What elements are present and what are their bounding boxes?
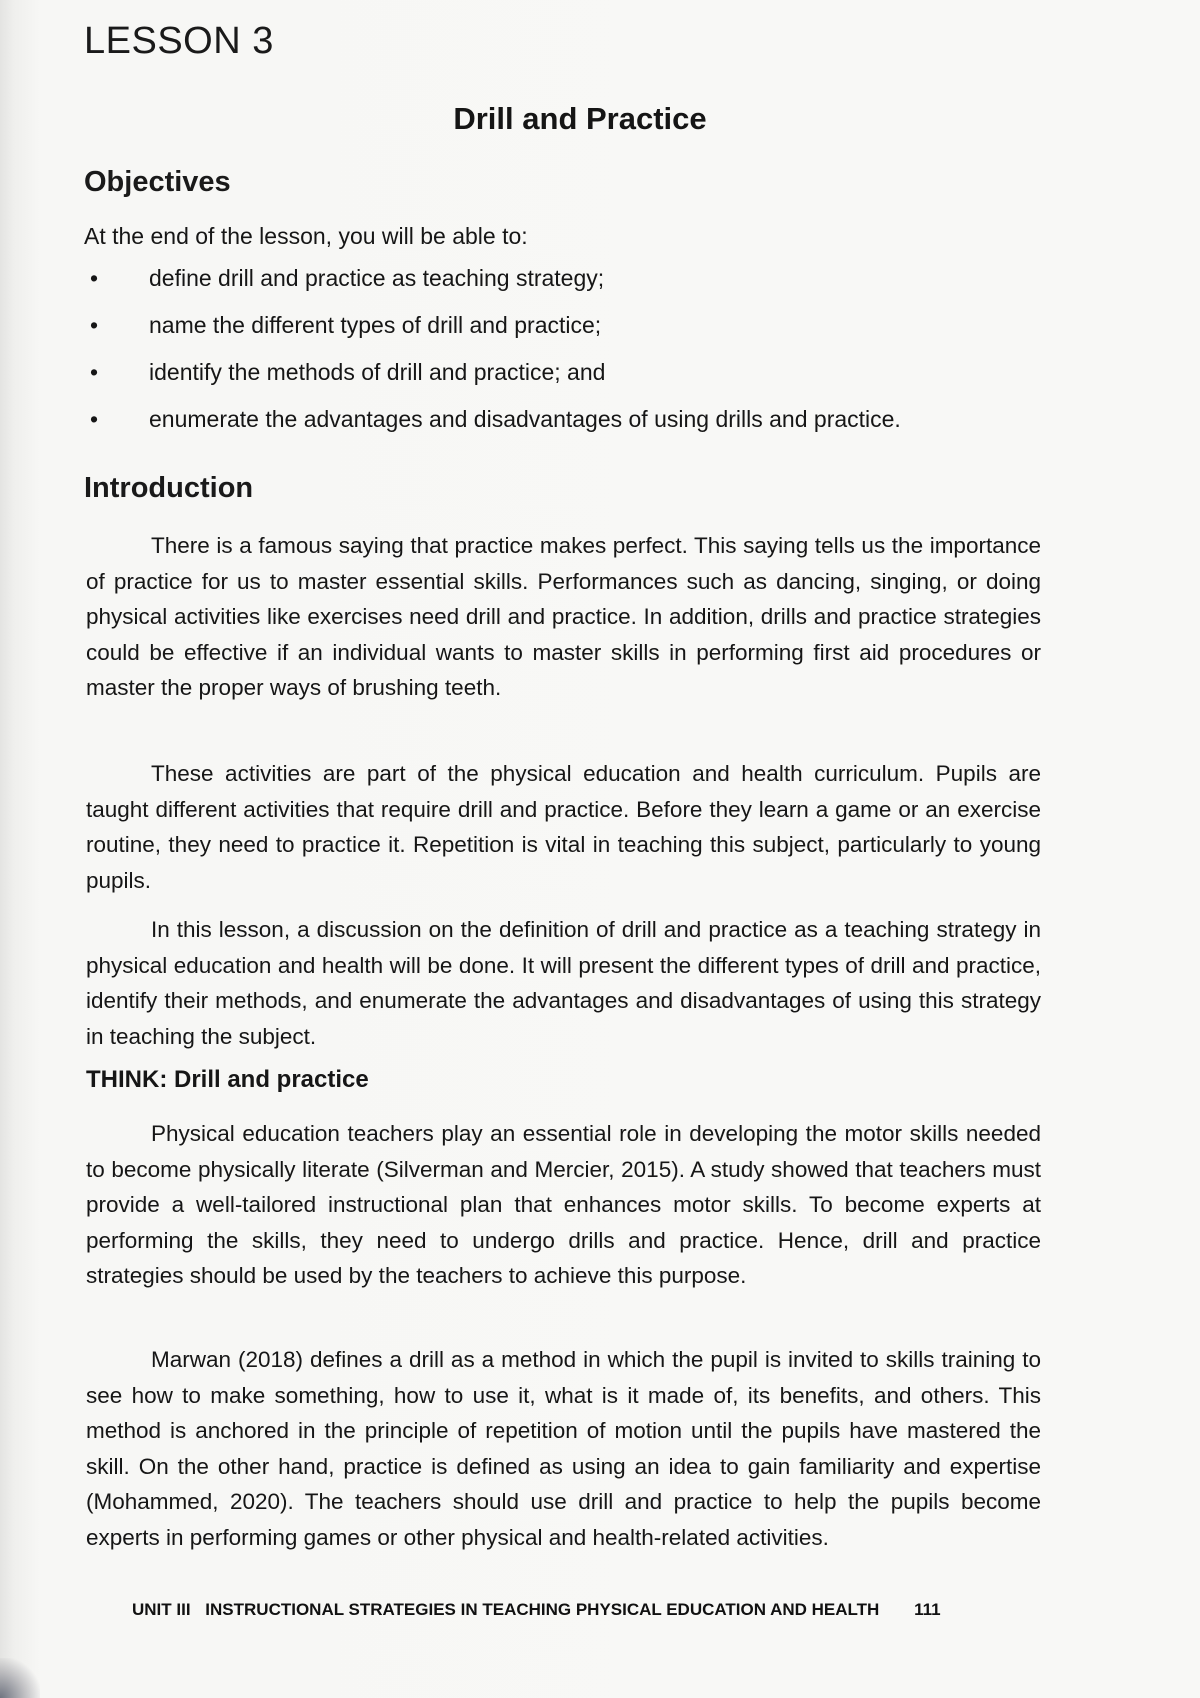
scan-edge-shadow (0, 1658, 40, 1698)
list-item (84, 406, 1084, 453)
introduction-paragraph-1: There is a famous saying that practice makes perfect. This saying tells us the importance of practice for us to master essential skills. Performances such as dancing, singing, or doing physical activities like exercises need drill and practice. In addition, drills and practice strategies could be effective if an individual wants to master skills in performing first aid procedures or master the proper ways of brushing teeth. (86, 533, 1041, 700)
bullet-icon: • (90, 312, 99, 338)
page-title: Drill and Practice (453, 101, 707, 136)
think-paragraph-1: Physical education teachers play an essential role in developing the motor skills needed to become physically literate (Silverman and Mercier, 2015). A study showed that teachers must provide a well-tailored instructional plan that enhances motor skills. To become experts at performing the skills, they need to undergo drills and practice. Hence, drill and practice strategies should be used by the teachers to achieve this purpose. (86, 1121, 1041, 1288)
list-item (84, 359, 1084, 406)
think-paragraph-2: Marwan (2018) defines a drill as a method in which the pupil is invited to skills training to see how to make something, how to use it, what is it made of, its benefits, and others. This method is anchored in the principle of repetition of motion until the pupils have mastered the skill. On the other hand, practice is defined as using an idea to gain familiarity and expertise (Mohammed, 2020). The teachers should use drill and practice to help the pupils become experts in performing games or other physical and health-related activities. (86, 1347, 1041, 1550)
objective-text: enumerate the advantages and disadvantages of using drills and practice. (149, 406, 901, 432)
page-number: 111 (914, 1600, 941, 1619)
lesson-label: LESSON 3 (84, 20, 274, 62)
objectives-intro: At the end of the lesson, you will be able to: (84, 223, 528, 249)
footer-unit: UNIT III (132, 1600, 191, 1619)
objectives-heading: Objectives (84, 166, 231, 198)
list-item (84, 265, 1084, 312)
bullet-icon: • (90, 359, 99, 385)
page-footer (132, 1600, 941, 1620)
footer-title: INSTRUCTIONAL STRATEGIES IN TEACHING PHYSICAL EDUCATION AND HEALTH (205, 1600, 880, 1619)
objectives-list (84, 265, 1084, 453)
introduction-heading: Introduction (84, 472, 254, 504)
list-item (84, 312, 1084, 359)
introduction-paragraph-3: In this lesson, a discussion on the definition of drill and practice as a teaching strategy in physical education and health will be done. It will present the different types of drill and practice, identify their methods, and enumerate the advantages and disadvantages of using this strategy in teaching the subject. (86, 917, 1041, 1049)
objective-text: identify the methods of drill and practice; and (149, 359, 606, 385)
objective-text: define drill and practice as teaching strategy; (149, 265, 605, 291)
think-heading: THINK: Drill and practice (86, 1066, 369, 1093)
bullet-icon: • (90, 406, 99, 432)
bullet-icon: • (90, 265, 99, 291)
objective-text: name the different types of drill and practice; (149, 312, 602, 338)
introduction-paragraph-2: These activities are part of the physical education and health curriculum. Pupils are taught different activities that require drill and practice. Before they learn a game or an exercise routine, they need to practice it. Repetition is vital in teaching this subject, particularly to young pupils. (86, 761, 1041, 893)
